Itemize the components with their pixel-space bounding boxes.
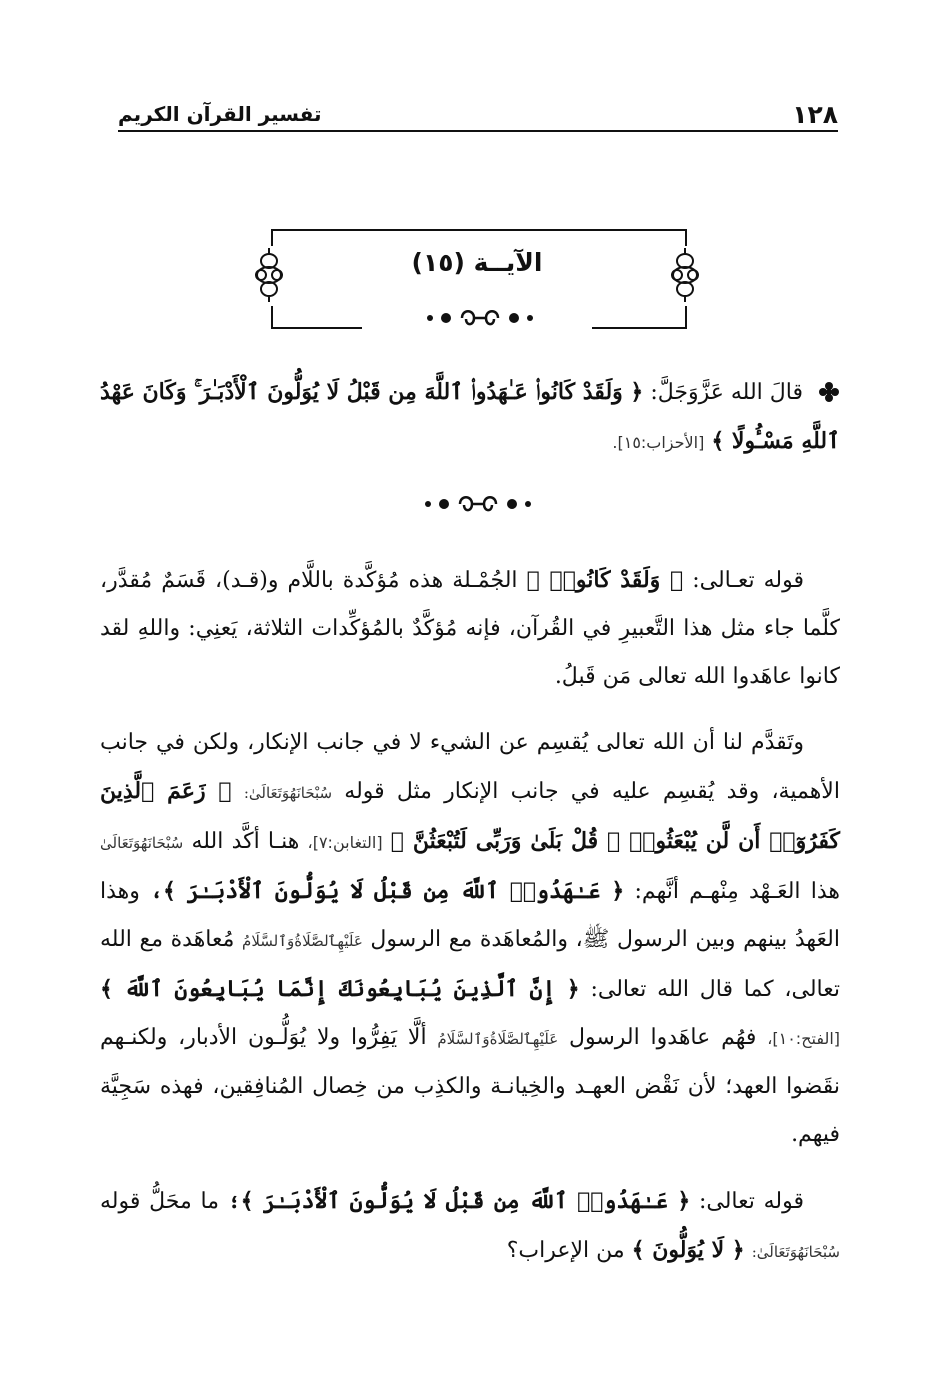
text-run: وتَقدَّم لنا أن الله تعالى يُقسِم عن الشيء لا في جانب الإنكار، ولكن في جانب الأهمية، وقد يُقسِم عليه في جانب الإنكار مثل قوله: [100, 730, 840, 804]
verse-heading-title: الآيــة (١٥): [411, 248, 543, 277]
commentary-paragraph: [100, 719, 840, 1159]
quran-quote: ﴿ عَـٰهَدُوا۟ ٱللَّهَ مِن قَبْلُ لَا يُوَلُّونَ ٱلْأَدْبَـٰرَ ﴾،: [150, 878, 625, 904]
commentary-block: [100, 556, 840, 1276]
flower-bullet-icon: [818, 381, 840, 403]
honorific: سُبْحَانَهُوَتَعَالَىٰ:: [243, 784, 333, 802]
text-run: قوله تعـالى:: [692, 568, 804, 593]
quran-quote: ﴿ إِنَّ ٱلَّذِينَ يُبَايِعُونَكَ إِنَّمَا يُبَايِعُونَ ٱللَّهَ ﴾: [100, 976, 580, 1002]
text-run: مُعاهَدة مع الله تعالى، كما قال الله تعالى:: [100, 927, 840, 1002]
knot-ornament-icon: [668, 246, 702, 304]
verse-paragraph: [100, 368, 840, 467]
honorific: سُبْحَانَهُوَتَعَالَىٰ: [100, 834, 184, 852]
quran-quote: ﴿ وَلَقَدْ كَانُوا۟ ﴾: [526, 567, 684, 593]
text-run: قوله تعالى:: [698, 1189, 804, 1214]
honorific: عَلَيْهِٱلصَّلَاةُوَٱلسَّلَامُ: [242, 932, 363, 950]
dots-ornament-icon: [424, 492, 532, 516]
text-run: فهُم عاهَدوا الرسول: [568, 1025, 757, 1050]
text-run: الجُمْـلة هذه مُؤكَّدة باللَّام و(قـد)، قَسَمٌ مُقدَّر، كلَّما جاء مثل هذا التَّعبيرِ في القُرآن، فإنه مُؤكَّدٌ بالمُؤكِّدات الثلاثة، يَعنِي: واللهِ لقد كانوا عاهَدوا الله تعالى مَن قَبلُ.: [100, 568, 840, 689]
text-run: من الإعراب؟: [506, 1238, 625, 1263]
verse-reference: [الأحزاب:١٥].: [612, 433, 705, 452]
book-title: تفسير القرآن الكريم: [118, 102, 322, 126]
text-run: هذا العَـهْد مِنْهـم أنَّهم:: [634, 879, 840, 904]
verse-reference: [الفتح:١٠]،: [767, 1029, 840, 1048]
quran-quote: ﴿ لَا يُوَلُّونَ ﴾: [631, 1237, 745, 1263]
verse-block: [100, 368, 840, 467]
commentary-paragraph: [100, 1177, 840, 1276]
quran-quote: ﴿ عَـٰهَدُوا۟ ٱللَّهَ مِن قَبْلُ لَا يُوَلُّونَ ٱلْأَدْبَـٰرَ ﴾؛: [227, 1188, 691, 1214]
text-run: وهذا العَهدُ بينهم وبين الرسول ﷺ، والمُعاهَدة مع الرسول: [100, 879, 840, 952]
dots-ornament-icon: [426, 306, 534, 330]
honorific: عَلَيْهِٱلصَّلَاةُوَٱلسَّلَامُ: [437, 1030, 559, 1048]
verse-intro: قالَ الله عَزَّوَجَلَّ:: [650, 380, 803, 405]
verse-reference: [التغابن:٧]،: [307, 833, 383, 852]
verse-heading-frame: [252, 218, 702, 338]
running-header: [118, 92, 838, 132]
honorific: سُبْحَانَهُوَتَعَالَىٰ:: [751, 1243, 840, 1261]
quran-quote: ﴿ زَعَمَ ٱلَّذِينَ كَفَرُوٓا۟ أَن لَّن يُبْعَثُوا۟ ۚ قُلْ بَلَىٰ وَرَبِّى لَتُبْعَثُنَّ ﴾: [100, 778, 840, 854]
text-run: ما محَلُّ قوله: [100, 1189, 219, 1214]
knot-ornament-icon: [252, 246, 286, 304]
page-number: ١٢٨: [792, 100, 838, 129]
quran-verse: ﴿ وَلَقَدْ كَانُوا۟ عَـٰهَدُوا۟ ٱللَّهَ مِن قَبْلُ لَا يُوَلُّونَ ٱلْأَدْبَـٰرَ ۚ وَكَانَ عَهْدُ ٱللَّهِ مَسْـُٔولًا ﴾: [100, 379, 840, 454]
text-run: هنـا أكَّد الله: [191, 829, 300, 854]
commentary-paragraph: [100, 556, 840, 701]
header-rule: [118, 130, 838, 132]
text-run: ألَّا يَفِرُّوا ولا يُوَلُّـون الأدبار، ولكنـهم نقَضوا العهد؛ لأن نَقْض العهـد والخِيانـة والكذِب من خِصال المُنافِقين، فهذه سَجِيَّة فيهم.: [100, 1025, 840, 1147]
